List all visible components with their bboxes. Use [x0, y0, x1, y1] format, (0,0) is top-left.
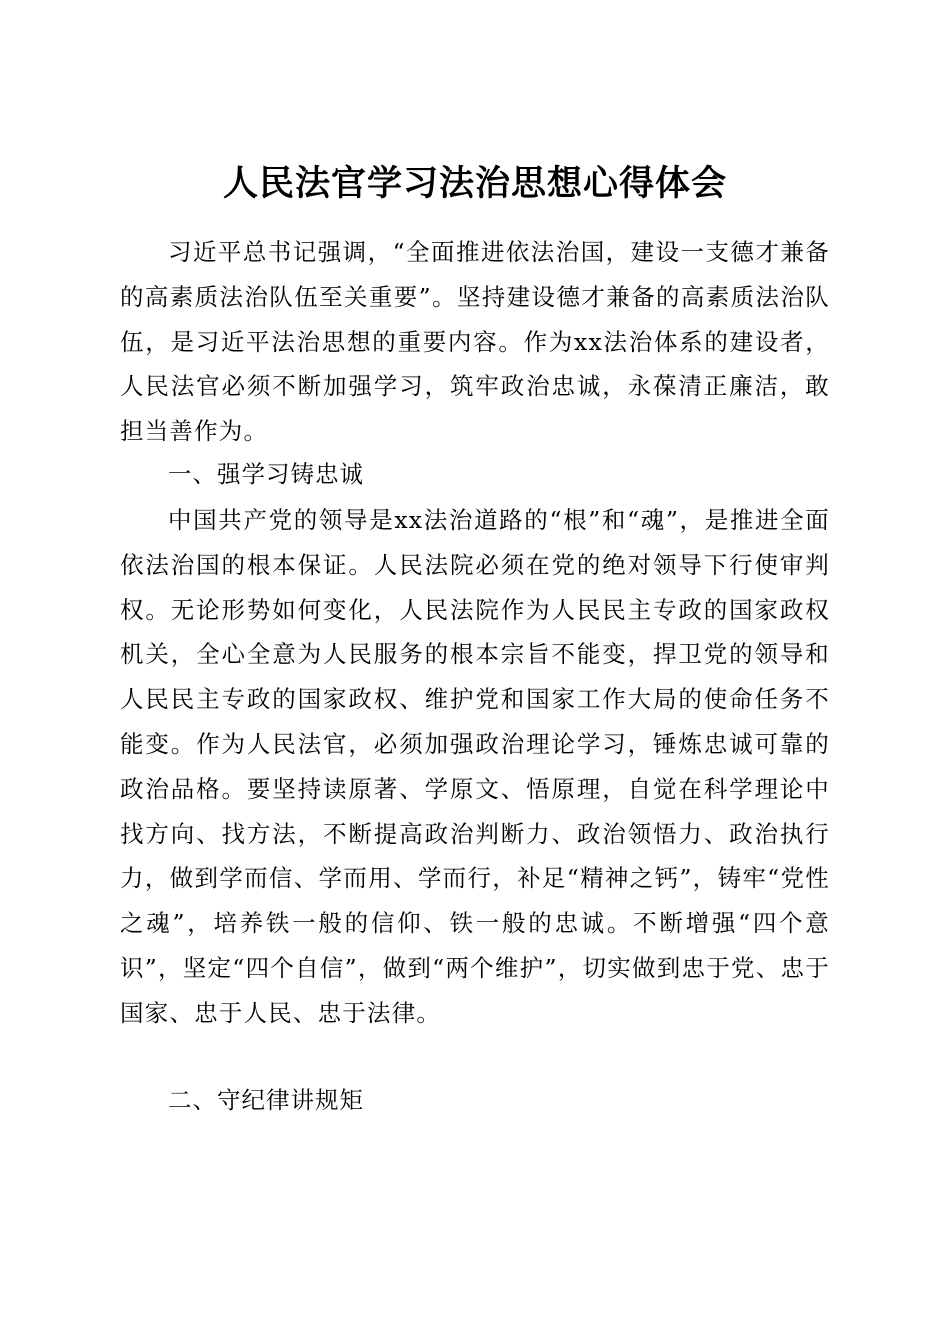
paragraph-section-1: 中国共产党的领导是xx法治道路的“根”和“魂”，是推进全面依法治国的根本保证。人民法院必须在党的绝对领导下行使审判权。无论形势如何变化，人民法院作为人民民主专政的国家政权机关，全心全意为人民服务的根本宗旨不能变，捍卫党的领导和人民民主专政的国家政权、维护党和国家工作大局的使命任务不能变。作为人民法官，必须加强政治理论学习，锤炼忠诚可靠的政治品格。要坚持读原著、学原文、悟原理，自觉在科学理论中找方向、找方法，不断提高政治判断力、政治领悟力、政治执行力，做到学而信、学而用、学而行，补足“精神之钙”，铸牢“党性之魂”，培养铁一般的信仰、铁一般的忠诚。不断增强“四个意识”，坚定“四个自信”，做到“两个维护”，切实做到忠于党、忠于国家、忠于人民、忠于法律。: [120, 506, 830, 1027]
document-title: 人民法官学习法治思想心得体会: [222, 163, 727, 205]
paragraph-intro: 习近平总书记强调，“全面推进依法治国，建设一支德才兼备的高素质法治队伍至关重要”。坚持建设德才兼备的高素质法治队伍，是习近平法治思想的重要内容。作为xx法治体系的建设者，人民法官必须不断加强学习，筑牢政治忠诚，永葆清正廉洁，敢担当善作为。: [120, 238, 830, 446]
section-heading-1: 一、强学习铸忠诚: [168, 460, 364, 488]
section-heading-2: 二、守纪律讲规矩: [168, 1086, 364, 1114]
